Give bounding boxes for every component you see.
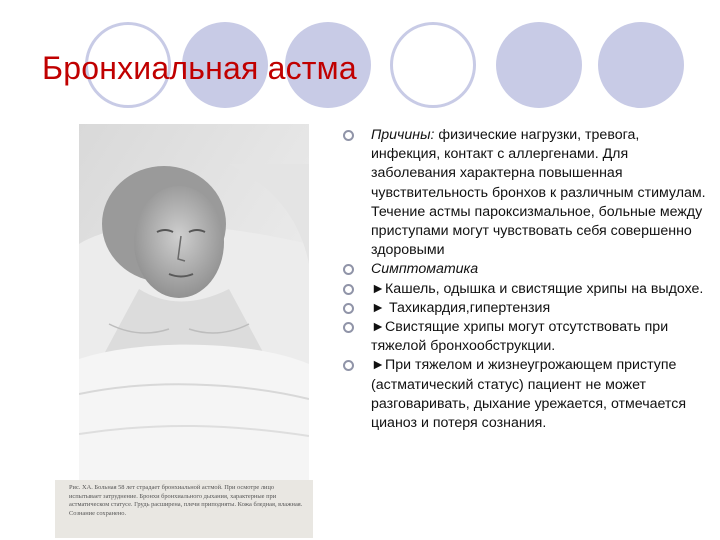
- bullet-text: физические нагрузки, тревога, инфекция, контакт с аллергенами. Для заболевания характерна повышенная чувствительность бронхов к различным стимулам. Течение астмы пароксизмальное, больные между приступами могут чувствовать себя совершенно здоровыми: [371, 127, 706, 259]
- circle-bullet-icon: [343, 303, 354, 314]
- decor-circle-6: [598, 22, 684, 108]
- bullet-lead: Причины:: [371, 127, 435, 143]
- circle-bullet-icon: [343, 284, 354, 295]
- patient-photo-illustration: [79, 124, 309, 480]
- bullet-lead: Симптоматика: [371, 261, 479, 278]
- bullet-item-cough: [340, 280, 712, 299]
- bullet-item-tachycardia: [340, 299, 712, 318]
- photo-caption: Рис. ХА. Больная 58 лет страдает бронхиальной астмой. При осмотре лицо испытывает затруднение. Бронхи бронхиального дыхания, характерные при астматическом статусе. Грудь расширена, плечи приподняты. Кожа бледная, влажная. Сознание сохранено.: [55, 480, 313, 538]
- bullet-text: ►Свистящие хрипы могут отсутствовать при тяжелой бронхообструкции.: [371, 319, 669, 355]
- circle-bullet-icon: [343, 322, 354, 333]
- decor-circle-5: [496, 22, 582, 108]
- circle-bullet-icon: [343, 264, 354, 275]
- bullet-text: ► Тахикардия,гипертензия: [371, 299, 551, 316]
- bullet-item-causes: [340, 126, 712, 260]
- bullet-item-symptoms: [340, 260, 712, 279]
- slide-title: Бронхиальная астма: [42, 50, 357, 86]
- decor-circle-4: [390, 22, 476, 108]
- circle-bullet-icon: [343, 360, 354, 371]
- bullet-text: ►При тяжелом и жизнеугрожающем приступе (астматический статус) пациент не может разговаривать, дыхание урежается, отмечается цианоз и потеря сознания.: [371, 357, 687, 432]
- bullet-text: ►Кашель, одышка и свистящие хрипы на выдохе.: [371, 280, 704, 297]
- bullet-item-status: [340, 356, 712, 433]
- bullet-item-wheezing: [340, 318, 712, 356]
- bullet-list: [340, 126, 712, 433]
- circle-bullet-icon: [343, 130, 354, 141]
- patient-photo: [79, 124, 309, 480]
